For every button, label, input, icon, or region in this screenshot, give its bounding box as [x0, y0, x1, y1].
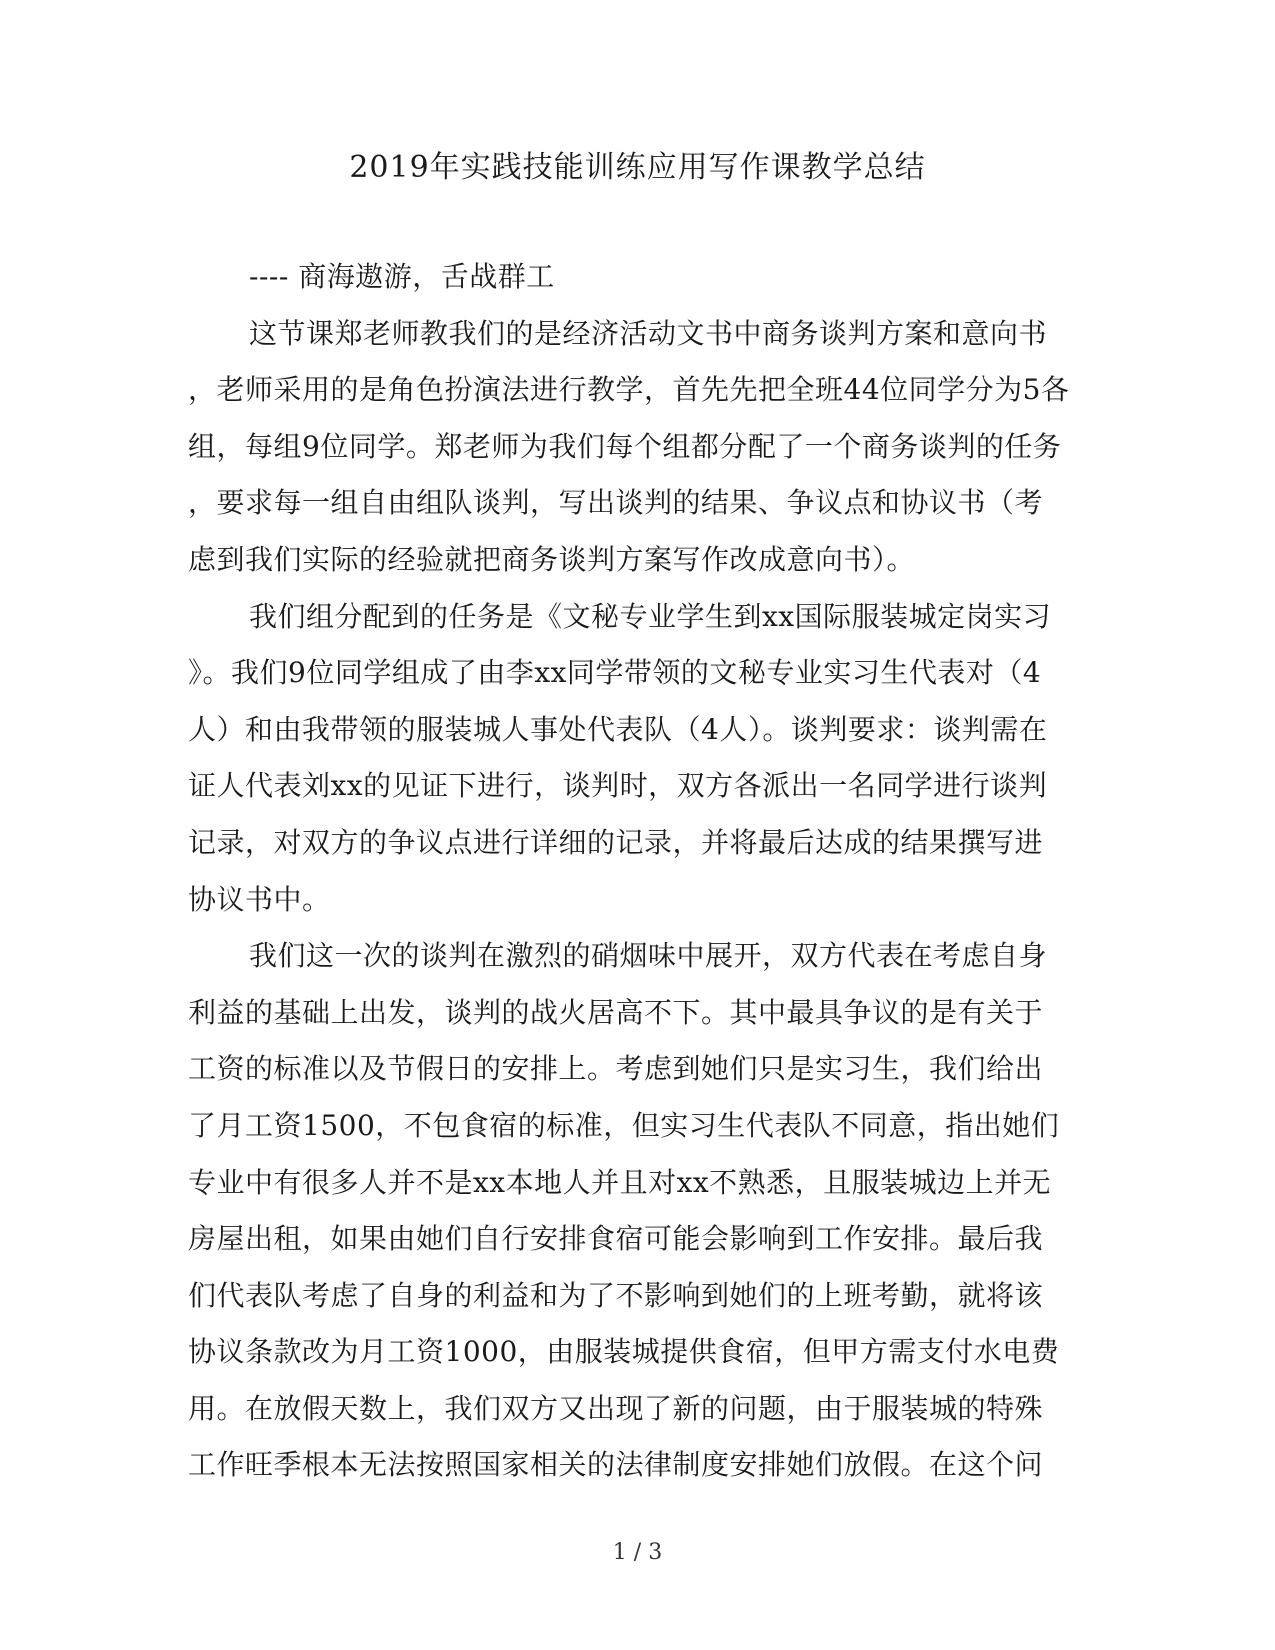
- paragraph-1-line-3: 组，每组9位同学。郑老师为我们每个组都分配了一个商务谈判的任务: [188, 429, 1062, 463]
- paragraph-2-line-3: 人）和由我带领的服装城人事处代表队（4人）。谈判要求：谈判需在: [188, 712, 1048, 746]
- paragraph-3-line-6: 房屋出租，如果由她们自行安排食宿可能会影响到工作安排。最后我: [188, 1222, 1044, 1256]
- paragraph-1-line-2: ，老师采用的是角色扮演法进行教学，首先先把全班44位同学分为5各: [188, 373, 1070, 407]
- paragraph-3-line-7: 们代表队考虑了自身的利益和为了不影响到她们的上班考勤，就将该: [188, 1278, 1044, 1312]
- paragraph-3-line-2: 利益的基础上出发，谈判的战火居高不下。其中最具争议的是有关于: [188, 995, 1044, 1029]
- paragraph-2-line-4: 证人代表刘xx的见证下进行，谈判时，双方各派出一名同学进行谈判: [188, 769, 1048, 803]
- paragraph-3-line-1: 我们这一次的谈判在激烈的硝烟味中展开，双方代表在考虑自身: [249, 939, 1048, 973]
- paragraph-1-line-4: ，要求每一组自由组队谈判，写出谈判的结果、争议点和协议书（考: [188, 486, 1044, 520]
- paragraph-3-line-3: 工资的标准以及节假日的安排上。考虑到她们只是实习生，我们给出: [188, 1052, 1044, 1086]
- paragraph-3-line-10: 工作旺季根本无法按照国家相关的法律制度安排她们放假。在这个问: [188, 1448, 1044, 1482]
- paragraph-2-line-5: 记录，对双方的争议点进行详细的记录，并将最后达成的结果撰写进: [188, 825, 1044, 859]
- paragraph-3-line-5: 专业中有很多人并不是xx本地人并且对xx不熟悉，且服装城边上并无: [188, 1165, 1052, 1199]
- paragraph-1-line-1: 这节课郑老师教我们的是经济活动文书中商务谈判方案和意向书: [249, 316, 1048, 350]
- paragraph-1-line-5: 虑到我们实际的经验就把商务谈判方案写作改成意向书）。: [188, 542, 916, 576]
- paragraph-3-line-4: 了月工资1500，不包食宿的标准，但实习生代表队不同意，指出她们: [188, 1108, 1060, 1142]
- document-body: [188, 249, 1078, 1494]
- paragraph-2-line-6: 协议书中。: [188, 882, 331, 916]
- paragraph-3-line-8: 协议条款改为月工资1000，由服装城提供食宿，但甲方需支付水电费: [188, 1335, 1060, 1369]
- paragraph-3-line-9: 用。在放假天数上，我们双方又出现了新的问题，由于服装城的特殊: [188, 1391, 1044, 1425]
- paragraph-2-line-1: 我们组分配到的任务是《文秘专业学生到xx国际服装城定岗实习: [249, 599, 1052, 633]
- subtitle-line: ---- 商海遨游，舌战群工: [249, 260, 555, 293]
- document-title: 2019年实践技能训练应用写作课教学总结: [349, 150, 926, 185]
- paragraph-2-line-2: 》。我们9位同学组成了由李xx同学带领的文秘专业实习生代表对（4: [188, 656, 1042, 690]
- page-number: 1 / 3: [612, 1540, 663, 1565]
